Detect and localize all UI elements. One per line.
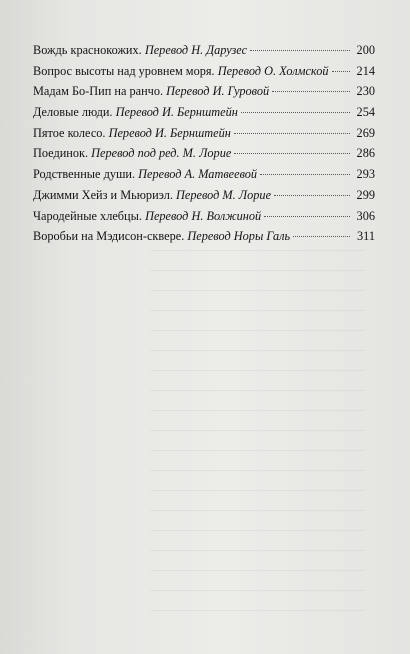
toc-entry-translator: Перевод О. Холмской: [217, 63, 329, 78]
toc-entry-title: Джимми Хейз и Мьюриэл.: [33, 187, 173, 202]
dot-leader: [274, 195, 350, 196]
toc-entry-page: 254: [356, 105, 375, 120]
toc-entry: [33, 167, 375, 188]
toc-entry-translator: Перевод Н. Дарузес: [144, 43, 248, 57]
toc-entry-title: Родственные души.: [33, 167, 136, 182]
dot-leader: [260, 174, 350, 175]
dot-leader: [241, 112, 350, 113]
toc-entry-translator: Перевод Н. Волжиной: [145, 208, 262, 223]
toc-entry-page: 286: [356, 146, 375, 161]
toc-entry-title: Мадам Бо-Пип на ранчо.: [33, 84, 164, 99]
toc-entry: [33, 84, 375, 105]
toc-entry: [33, 209, 375, 230]
bleed-through-text: [150, 250, 365, 640]
dot-leader: [234, 133, 350, 134]
toc-entry-translator: Перевод И. Бернштейн: [108, 125, 231, 140]
toc-entry-title: Вопрос высоты над уровнем моря.: [33, 63, 215, 78]
toc-entry: [33, 126, 375, 147]
toc-entry: [33, 43, 375, 64]
toc-entry: [33, 105, 375, 126]
toc-entry-page: 269: [356, 125, 375, 140]
toc-entry-title: Поединок.: [33, 146, 89, 161]
dot-leader: [272, 91, 350, 92]
toc-entry-page: 306: [356, 208, 375, 223]
toc-entry-title: Чародейные хлебцы.: [33, 208, 142, 223]
toc-entry: [33, 188, 375, 209]
toc-entry-page: 299: [356, 187, 375, 202]
toc-entry-translator: Перевод А. Матвеевой: [138, 167, 258, 182]
toc-entry-title: Воробьи на Мэдисон-сквере.: [33, 229, 185, 244]
toc-entry-page: 214: [356, 63, 375, 78]
toc-entry: [33, 64, 375, 85]
toc-entry-page: 293: [356, 167, 375, 182]
toc-entry-title: Вождь краснокожих.: [33, 43, 142, 57]
dot-leader: [293, 236, 350, 237]
dot-leader: [332, 71, 351, 72]
toc-entry-title: Деловые люди.: [33, 105, 113, 120]
toc-entry-translator: Перевод Норы Галь: [187, 229, 291, 244]
table-of-contents: [33, 43, 375, 250]
toc-entry-translator: Перевод под ред. М. Лорие: [91, 146, 232, 161]
toc-entry-translator: Перевод И. Гуровой: [166, 84, 270, 99]
toc-entry-page: 311: [357, 229, 375, 244]
toc-entry: [33, 229, 375, 250]
dot-leader: [264, 216, 350, 217]
toc-entry-translator: Перевод М. Лорие: [176, 187, 272, 202]
toc-entry-page: 230: [356, 84, 375, 99]
toc-entry: [33, 146, 375, 167]
toc-entry-title: Пятое колесо.: [33, 125, 106, 140]
toc-entry-page: 200: [356, 43, 375, 57]
toc-entry-translator: Перевод И. Бернштейн: [115, 105, 238, 120]
dot-leader: [234, 153, 350, 154]
dot-leader: [250, 50, 350, 51]
